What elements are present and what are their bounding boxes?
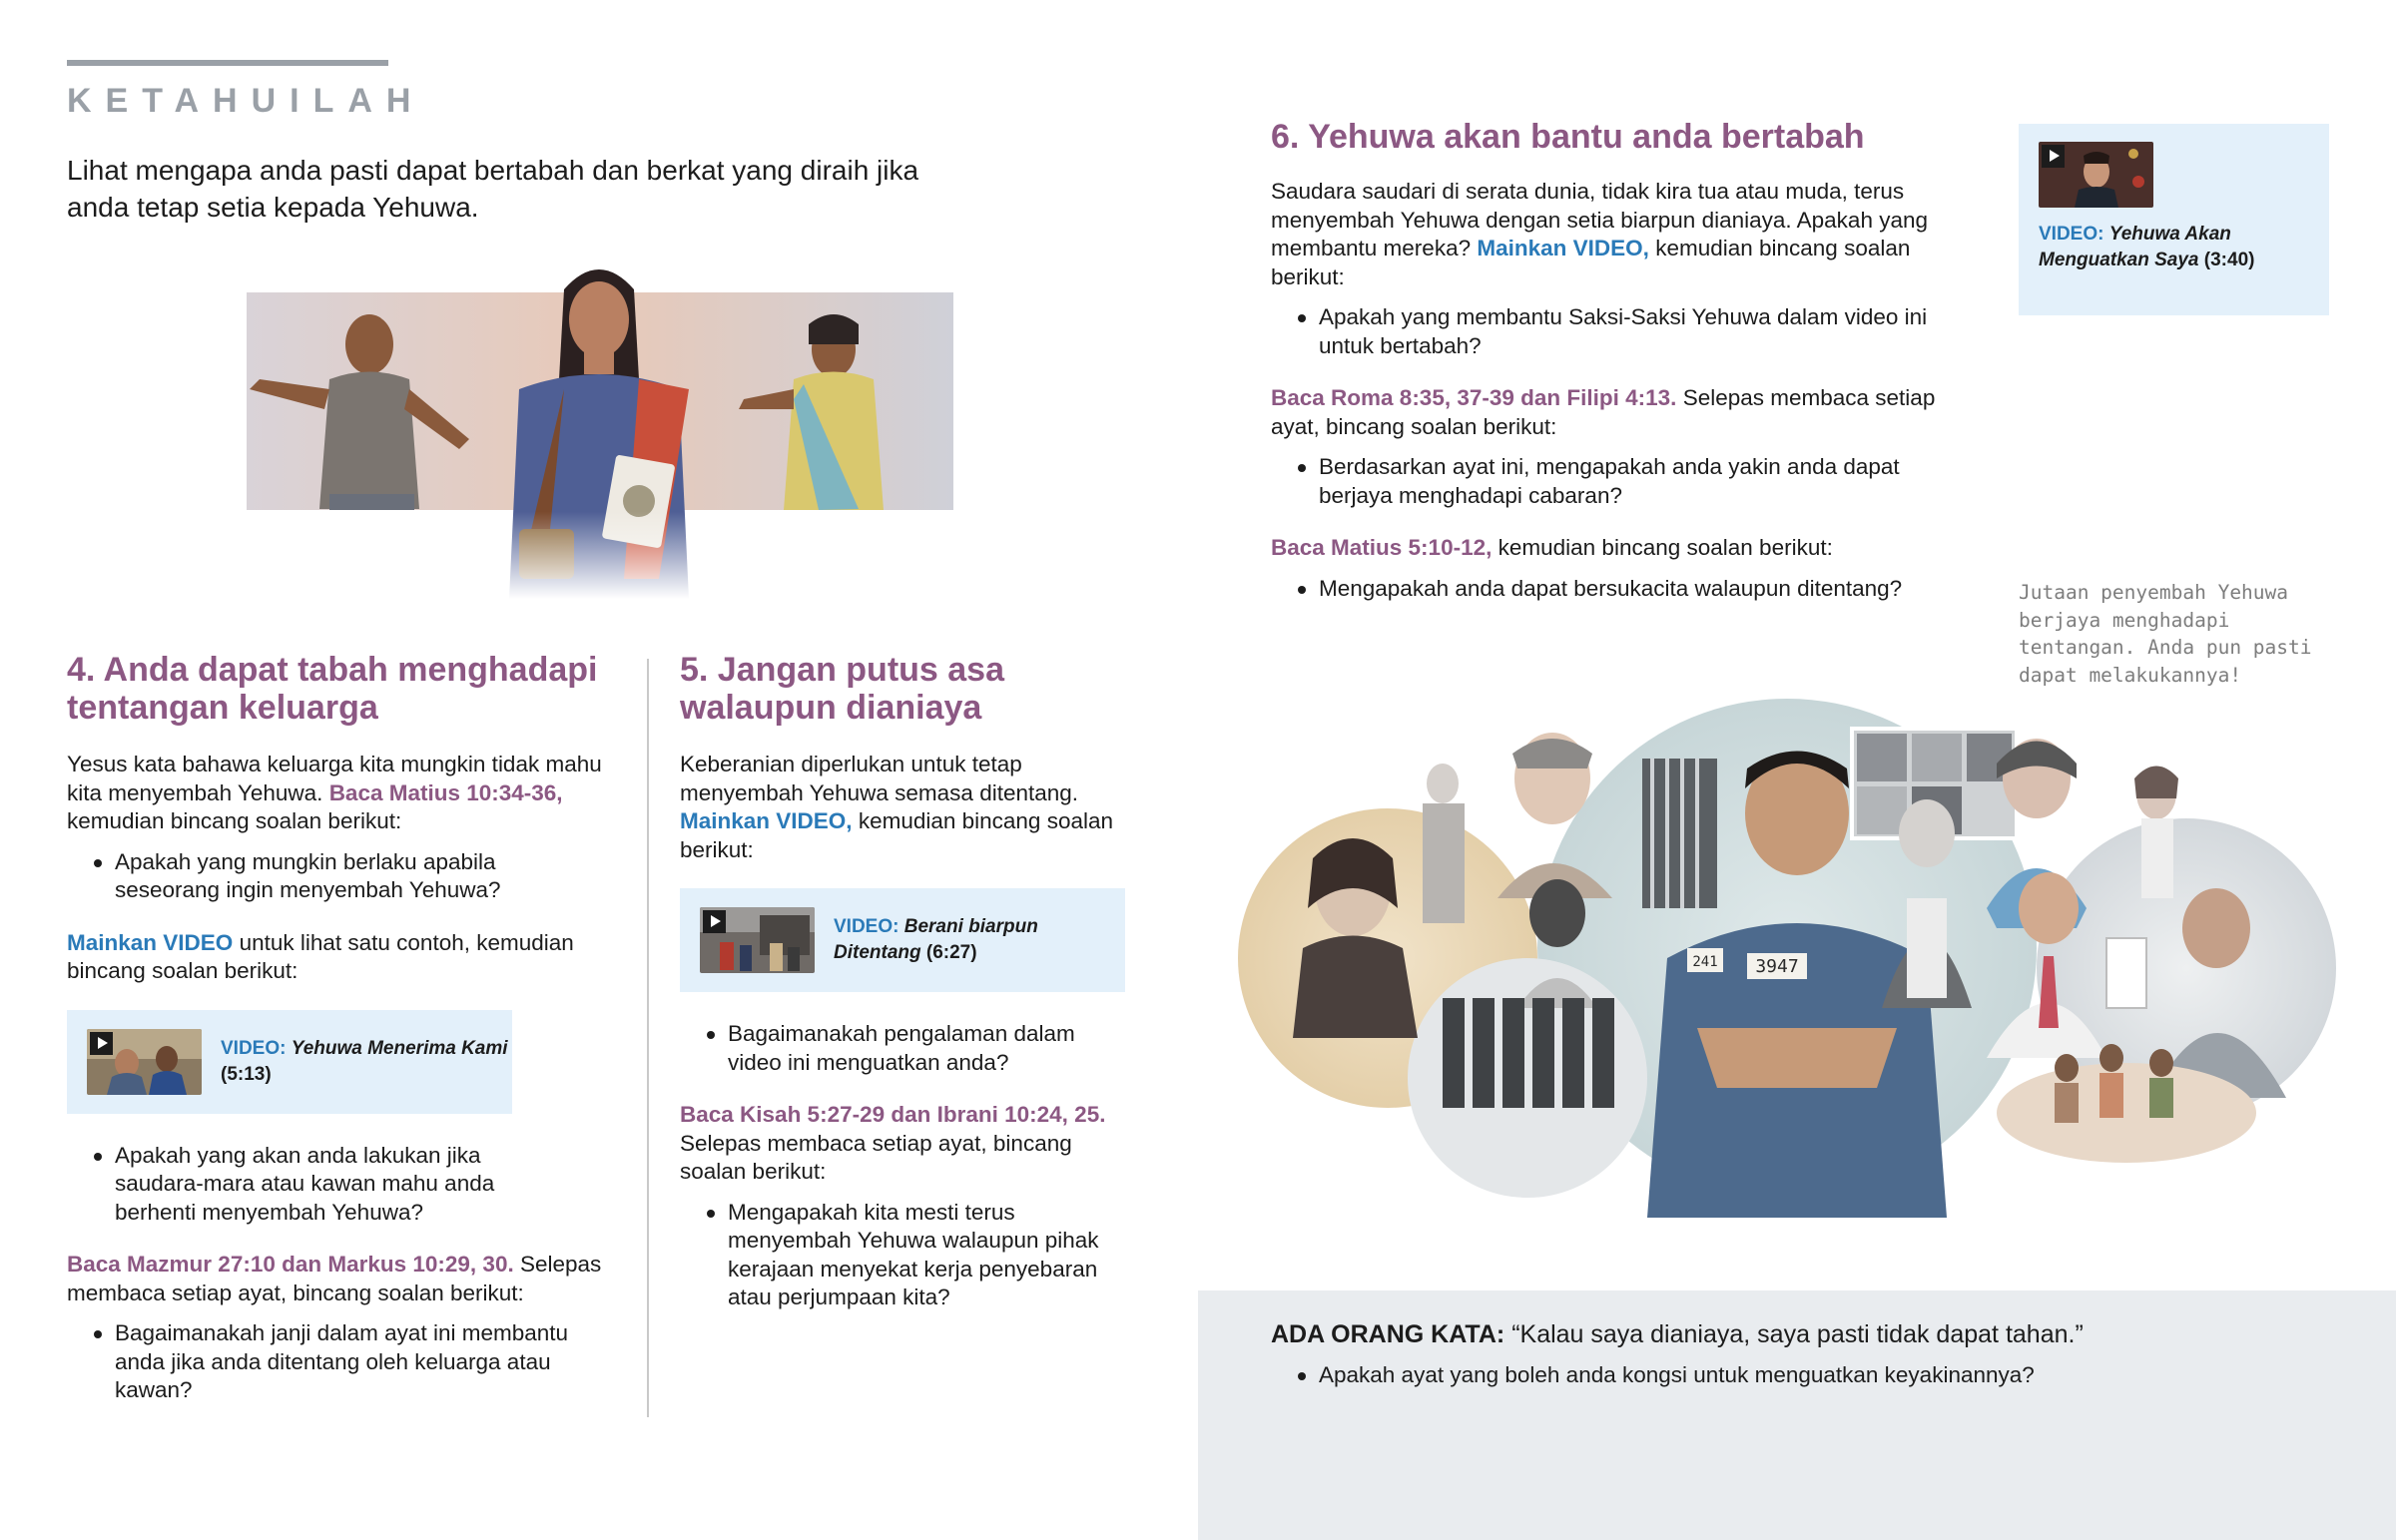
p1-tail: kemudian bincang soalan berikut:: [67, 808, 402, 833]
question-bullet: Bagaimanakah janji dalam ayat ini membantu anda jika anda ditentang oleh keluarga atau kawan?: [67, 1319, 586, 1405]
play-icon[interactable]: [90, 1032, 113, 1055]
play-video-link[interactable]: Mainkan VIDEO,: [680, 808, 853, 833]
prison-number-2: 241: [1692, 954, 1718, 970]
question-bullet: Mengapakah anda dapat bersukacita walaupun ditentang?: [1271, 575, 1950, 604]
faithful-witnesses-illustration: [1228, 699, 2356, 1218]
section-4-title-line1: 4. Anda dapat tabah menghadapi: [67, 651, 598, 689]
p1-tail: kemudian bincang soalan berikut:: [1271, 236, 1911, 289]
video-label: VIDEO:: [221, 1037, 287, 1059]
question-bullet: Apakah yang mungkin berlaku apabila seseorang ingin menyembah Yehuwa?: [67, 848, 536, 905]
prison-window: [1642, 759, 1717, 908]
video-duration: (3:40): [2203, 250, 2255, 270]
section-6: [1271, 118, 1960, 603]
header-rule: [67, 60, 388, 66]
section-6-paragraph-1: [1271, 178, 1950, 291]
scripture-link-matthew-10[interactable]: Baca Matius 10:34-36,: [328, 779, 563, 805]
p1-text: Yesus kata bahawa keluarga kita mungkin tidak mahu kita menyembah Yehuwa.: [67, 752, 602, 805]
section-5: [680, 651, 1129, 1312]
p2-tail: Selepas membaca setiap ayat, bincang soalan berikut:: [1271, 385, 1936, 439]
p1-text: Keberanian diperlukan untuk tetap menyembah Yehuwa semasa ditentang.: [680, 752, 1079, 805]
video-thumbnail[interactable]: [87, 1029, 202, 1095]
section-6-paragraph-2: [1271, 384, 1960, 441]
play-video-link[interactable]: Mainkan VIDEO,: [1477, 236, 1649, 260]
section-4-title-line2: tentangan keluarga: [67, 689, 378, 727]
question-bullet: Apakah ayat yang boleh anda kongsi untuk menguatkan keyakinannya?: [1271, 1361, 2369, 1390]
saying-label: ADA ORANG KATA:: [1271, 1320, 1505, 1348]
p3-tail: kemudian bincang soalan berikut:: [1498, 535, 1833, 560]
suited-man-figure: [1423, 764, 1465, 923]
section-4-paragraph-2: [67, 929, 606, 986]
question-bullet: Berdasarkan ayat ini, mengapakah anda yakin anda dapat berjaya menghadapi cabaran?: [1271, 453, 1950, 510]
section-4-paragraph-3: [67, 1251, 626, 1307]
section-5-title: [680, 651, 1129, 727]
illustration-caption: Jutaan penyembah Yehuwa berjaya menghadapi tentangan. Anda pun pasti dapat melakukannya!: [2019, 581, 2312, 687]
section-5-paragraph-2: [680, 1101, 1129, 1187]
section-4-title: [67, 651, 626, 727]
section-label: KETAHUILAH: [67, 82, 425, 120]
video-thumbnail[interactable]: [2039, 142, 2153, 208]
video-label: VIDEO:: [2039, 224, 2104, 245]
scripture-link-romans-8[interactable]: Baca Roma 8:35, 37-39 dan Filipi 4:13.: [1271, 385, 1677, 410]
video-card-berani-biarpun-ditentang[interactable]: [680, 888, 1125, 992]
family-opposition-illustration: [220, 250, 958, 599]
intro-text: Lihat mengapa anda pasti dapat bertabah dan berkat yang diraih jika anda tetap setia kepada Yehuwa.: [67, 155, 919, 223]
section-4-paragraph-1: [67, 751, 636, 836]
question-bullet: Mengapakah kita mesti terus menyembah Yehuwa walaupun pihak kerajaan menyekat kerja penyebaran atau perjumpaan kita?: [680, 1199, 1099, 1312]
scripture-link-matthew-5[interactable]: Baca Matius 5:10-12,: [1271, 535, 1493, 560]
scripture-link-acts-5[interactable]: Baca Kisah 5:27-29 dan Ibrani 10:24, 25.: [680, 1102, 1106, 1127]
question-bullet: Apakah yang akan anda lakukan jika saudara-mara atau kawan mahu anda berhenti menyembah Yehuwa?: [67, 1142, 536, 1228]
column-divider: [647, 659, 649, 1417]
saying-line: [1271, 1317, 2084, 1351]
play-video-link[interactable]: Mainkan VIDEO: [67, 929, 234, 955]
section-5-paragraph-1: [680, 751, 1124, 864]
video-card-yehuwa-akan-menguatkan-saya[interactable]: [2019, 124, 2329, 315]
p1-text: Saudara saudari di serata dunia, tidak kira tua atau muda, terus menyembah Yehuwa dengan setia biarpun dianiaya. Apakah yang membantu mereka?: [1271, 179, 1929, 260]
prison-number-1: 3947: [1755, 956, 1799, 977]
question-bullet: Apakah yang membantu Saksi-Saksi Yehuwa dalam video ini untuk bertabah?: [1271, 303, 1950, 360]
section-6-title: 6. Yehuwa akan bantu anda bertabah: [1271, 118, 1865, 156]
p2-tail: Selepas membaca setiap ayat, bincang soalan berikut:: [680, 1130, 1072, 1184]
section-5-title-line1: 5. Jangan putus asa: [680, 651, 1004, 689]
video-title: Berani biarpun Ditentang: [834, 916, 1038, 963]
p2-tail: untuk lihat satu contoh, kemudian bincang soalan berikut:: [67, 929, 574, 983]
video-caption: [2039, 222, 2309, 273]
video-title: Yehuwa Akan Menguatkan Saya: [2039, 224, 2231, 270]
saying-quote: “Kalau saya dianiaya, saya pasti tidak dapat tahan.”: [1511, 1320, 2084, 1348]
scripture-link-psalm-27[interactable]: Baca Mazmur 27:10 dan Markus 10:29, 30.: [67, 1252, 514, 1277]
play-icon[interactable]: [703, 910, 726, 933]
section-5-title-line2: walaupun dianiaya: [680, 689, 982, 727]
video-duration: (5:13): [221, 1063, 272, 1085]
video-thumbnail[interactable]: [700, 907, 815, 973]
video-caption: [834, 914, 1125, 966]
play-icon[interactable]: [2042, 145, 2065, 168]
video-caption: [221, 1036, 512, 1088]
question-bullet: Bagaimanakah pengalaman dalam video ini menguatkan anda?: [680, 1020, 1099, 1077]
video-duration: (6:27): [925, 942, 977, 963]
p3-tail: Selepas membaca setiap ayat, bincang soalan berikut:: [67, 1252, 602, 1305]
section-4: [67, 651, 626, 1405]
video-card-yehuwa-menerima-kami[interactable]: [67, 1010, 512, 1114]
video-label: VIDEO:: [834, 916, 899, 937]
section-6-paragraph-3: [1271, 534, 1960, 563]
video-title: Yehuwa Menerima Kami: [291, 1037, 508, 1059]
p1-tail: kemudian bincang soalan berikut:: [680, 808, 1113, 862]
